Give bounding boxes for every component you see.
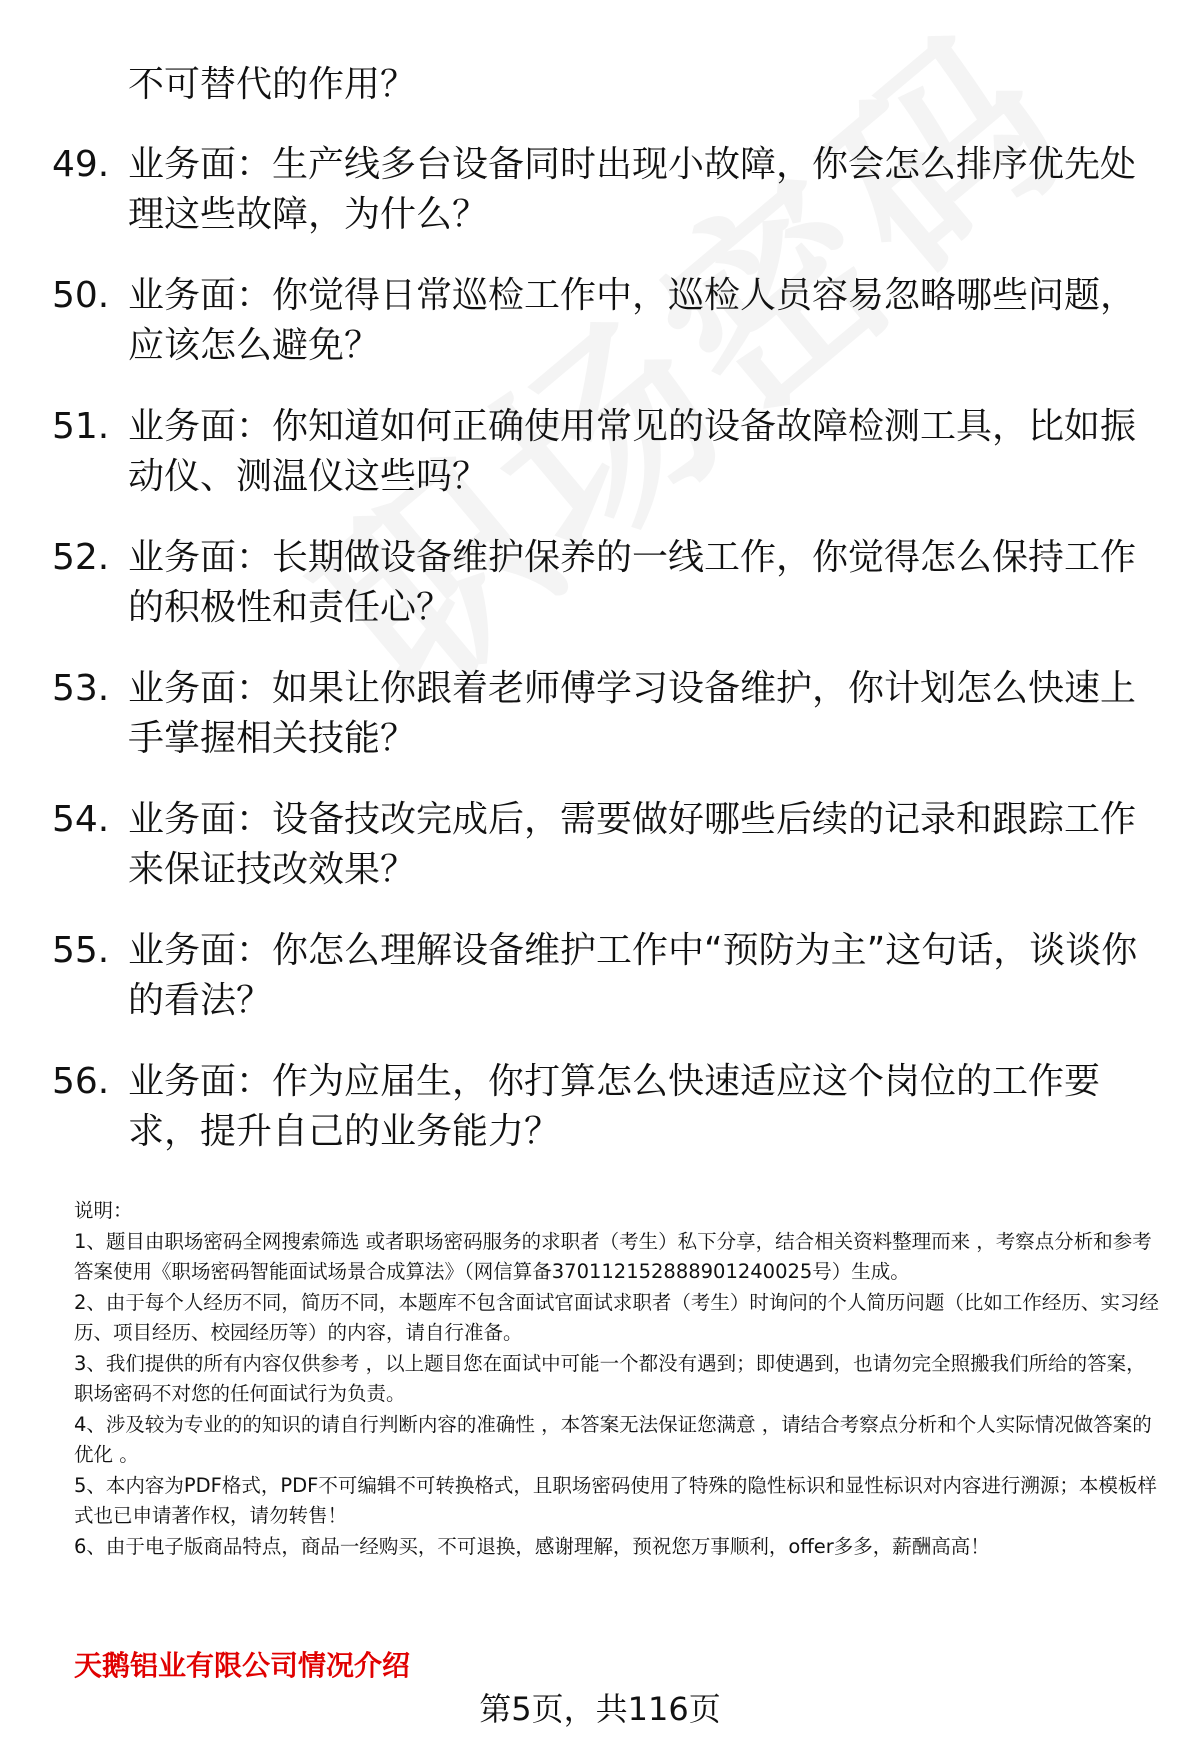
question-item [52,533,1152,633]
question-text: 业务面：长期做设备维护保养的一线工作，你觉得怎么保持工作的积极性和责任心？ [128,537,1137,628]
question-number: 51. [52,406,110,447]
question-text: 业务面：设备技改完成后，需要做好哪些后续的记录和跟踪工作来保证技改效果？ [128,799,1137,890]
question-item [52,926,1152,1026]
question-text: 业务面：生产线多台设备同时出现小故障，你会怎么排序优先处理这些故障，为什么？ [128,144,1137,235]
question-item [52,271,1152,371]
question-number: 53. [52,668,110,709]
question-number: 54. [52,799,110,840]
question-text: 业务面：如果让你跟着老师傅学习设备维护，你计划怎么快速上手掌握相关技能？ [128,668,1137,759]
question-item [52,1057,1152,1157]
notes-section [74,1196,1164,1562]
question-number: 49. [52,144,110,185]
question-text: 业务面：你觉得日常巡检工作中，巡检人员容易忽略哪些问题，应该怎么避免？ [128,275,1137,366]
question-item [52,664,1152,764]
note-item: 5、本内容为PDF格式，PDF不可编辑不可转换格式，且职场密码使用了特殊的隐性标识和显性标识对内容进行溯源；本模板样式也已申请著作权，请勿转售！ [74,1473,1157,1527]
note-item: 1、题目由职场密码全网搜索筛选 或者职场密码服务的求职者（考生）私下分享，结合相关资料整理而来 ，考察点分析和参考答案使用《职场密码智能面试场景合成算法》（网信算备370112152888901240025号）生成。 [74,1229,1152,1283]
question-number: 50. [52,275,110,316]
question-list [52,140,1152,1188]
question-item [52,140,1152,240]
question-continuation: 不可替代的作用？ [128,64,417,105]
notes-title: 说明： [74,1199,133,1222]
question-number: 55. [52,930,110,971]
question-item [52,795,1152,895]
note-item: 4、涉及较为专业的的知识的请自行判断内容的准确性 ，本答案无法保证您满意 ，请结合考察点分析和个人实际情况做答案的优化 。 [74,1412,1152,1466]
question-item [52,402,1152,502]
note-item: 3、我们提供的所有内容仅供参考 ，以上题目您在面试中可能一个都没有遇到；即使遇到，也请勿完全照搬我们所给的答案，职场密码不对您的任何面试行为负责。 [74,1351,1146,1405]
question-number: 56. [52,1061,110,1102]
question-number: 52. [52,537,110,578]
company-intro-heading: 天鹅铝业有限公司情况介绍 [74,1649,411,1682]
question-text: 业务面：作为应届生，你打算怎么快速适应这个岗位的工作要求，提升自己的业务能力？ [128,1061,1101,1152]
page-number: 第5页，共116页 [479,1690,721,1728]
question-text: 业务面：你怎么理解设备维护工作中“预防为主”这句话，谈谈你的看法？ [128,930,1138,1021]
note-item: 6、由于电子版商品特点，商品一经购买，不可退换，感谢理解，预祝您万事顺利，offer多多，薪酬高高！ [74,1534,990,1558]
question-text: 业务面：你知道如何正确使用常见的设备故障检测工具，比如振动仪、测温仪这些吗？ [128,406,1137,497]
note-item: 2、由于每个人经历不同，简历不同，本题库不包含面试官面试求职者（考生）时询问的个人简历问题（比如工作经历、实习经历、项目经历、校园经历等）的内容，请自行准备。 [74,1290,1159,1344]
